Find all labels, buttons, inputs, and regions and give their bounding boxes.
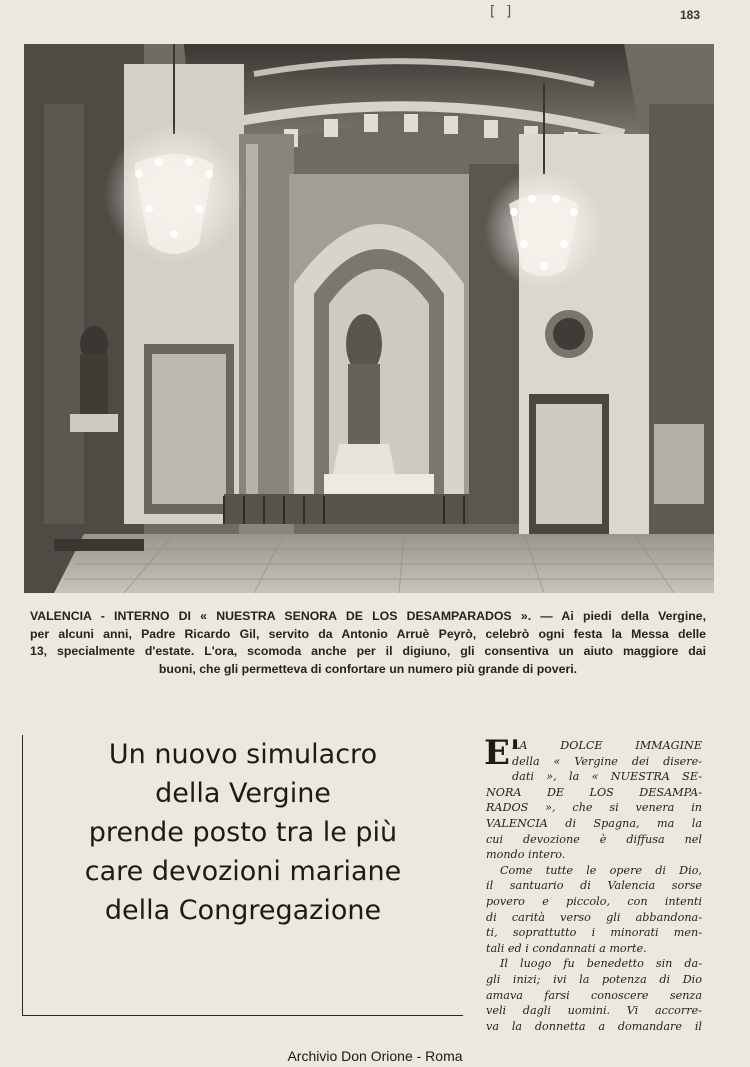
article-line: dati », la « NUESTRA SE- [512, 770, 702, 784]
article-line: di carità verso gli abbandona- [486, 910, 702, 924]
church-interior-photo [24, 44, 714, 593]
page-number: 183 [680, 8, 701, 22]
article-line: ti, soprattutto i minorati men- [486, 926, 702, 940]
article-line: VALENCIA di Spagna, ma la [486, 816, 702, 830]
article-line: Come tutte le opere di Dio, [500, 863, 702, 877]
photo-caption [30, 608, 706, 678]
caption-line: VALENCIA - INTERNO DI « NUESTRA SENORA DE LOS DESAMPARADOS ». — Ai piedi della Vergine, [30, 609, 706, 623]
article-line: povero e piccolo, con intenti [486, 894, 702, 908]
article-title-box [22, 735, 463, 1016]
title-line: Un nuovo simulacro [108, 739, 378, 770]
caption-line: buoni, che gli permetteva di confortare un numero più grande di poveri. [158, 661, 578, 676]
article-line: RADOS », che si venera in [486, 801, 702, 815]
title-line: prende posto tra le più [88, 817, 398, 848]
title-line: della Vergine [155, 778, 331, 809]
archive-footer: Archivio Don Orione - Roma [287, 1048, 463, 1064]
article-body [484, 733, 702, 1034]
article-line: va la donnetta a domandare il [486, 1019, 702, 1033]
article-line: amava farsi conoscere senza [486, 988, 702, 1002]
article-line: della « Vergine dei disere- [512, 754, 702, 768]
bracket-mark: [ ] [488, 4, 514, 20]
article-line: il santuario di Valencia sorse [486, 879, 702, 893]
article-line: gli inizi; ivi la potenza di Dio [486, 972, 702, 986]
article-line: LA DOLCE IMMAGINE [512, 739, 702, 752]
article-line: Il luogo fu benedetto sin da- [500, 957, 702, 971]
caption-line: per alcuni anni, Padre Ricardo Gil, servito da Antonio Arruè Peyrò, celebrò ogni festa la Messa delle [30, 626, 706, 641]
article-title [23, 735, 463, 930]
article-line: cui devozione è diffusa nel [486, 832, 702, 846]
title-line: della Congregazione [104, 895, 382, 926]
article-line: tali ed i condannati a morte. [486, 941, 647, 955]
drop-cap: E' [484, 733, 521, 773]
article-line: NORA DE LOS DESAMPA- [486, 785, 702, 799]
article-line: veli dagli uomini. Vi accorre- [486, 1004, 702, 1018]
caption-line: 13, specialmente d'estate. L'ora, scomoda anche per il digiuno, gli consentiva un aiuto maggiore dai [30, 644, 706, 659]
title-line: care devozioni mariane [84, 856, 402, 887]
article-line: mondo intero. [486, 848, 566, 862]
